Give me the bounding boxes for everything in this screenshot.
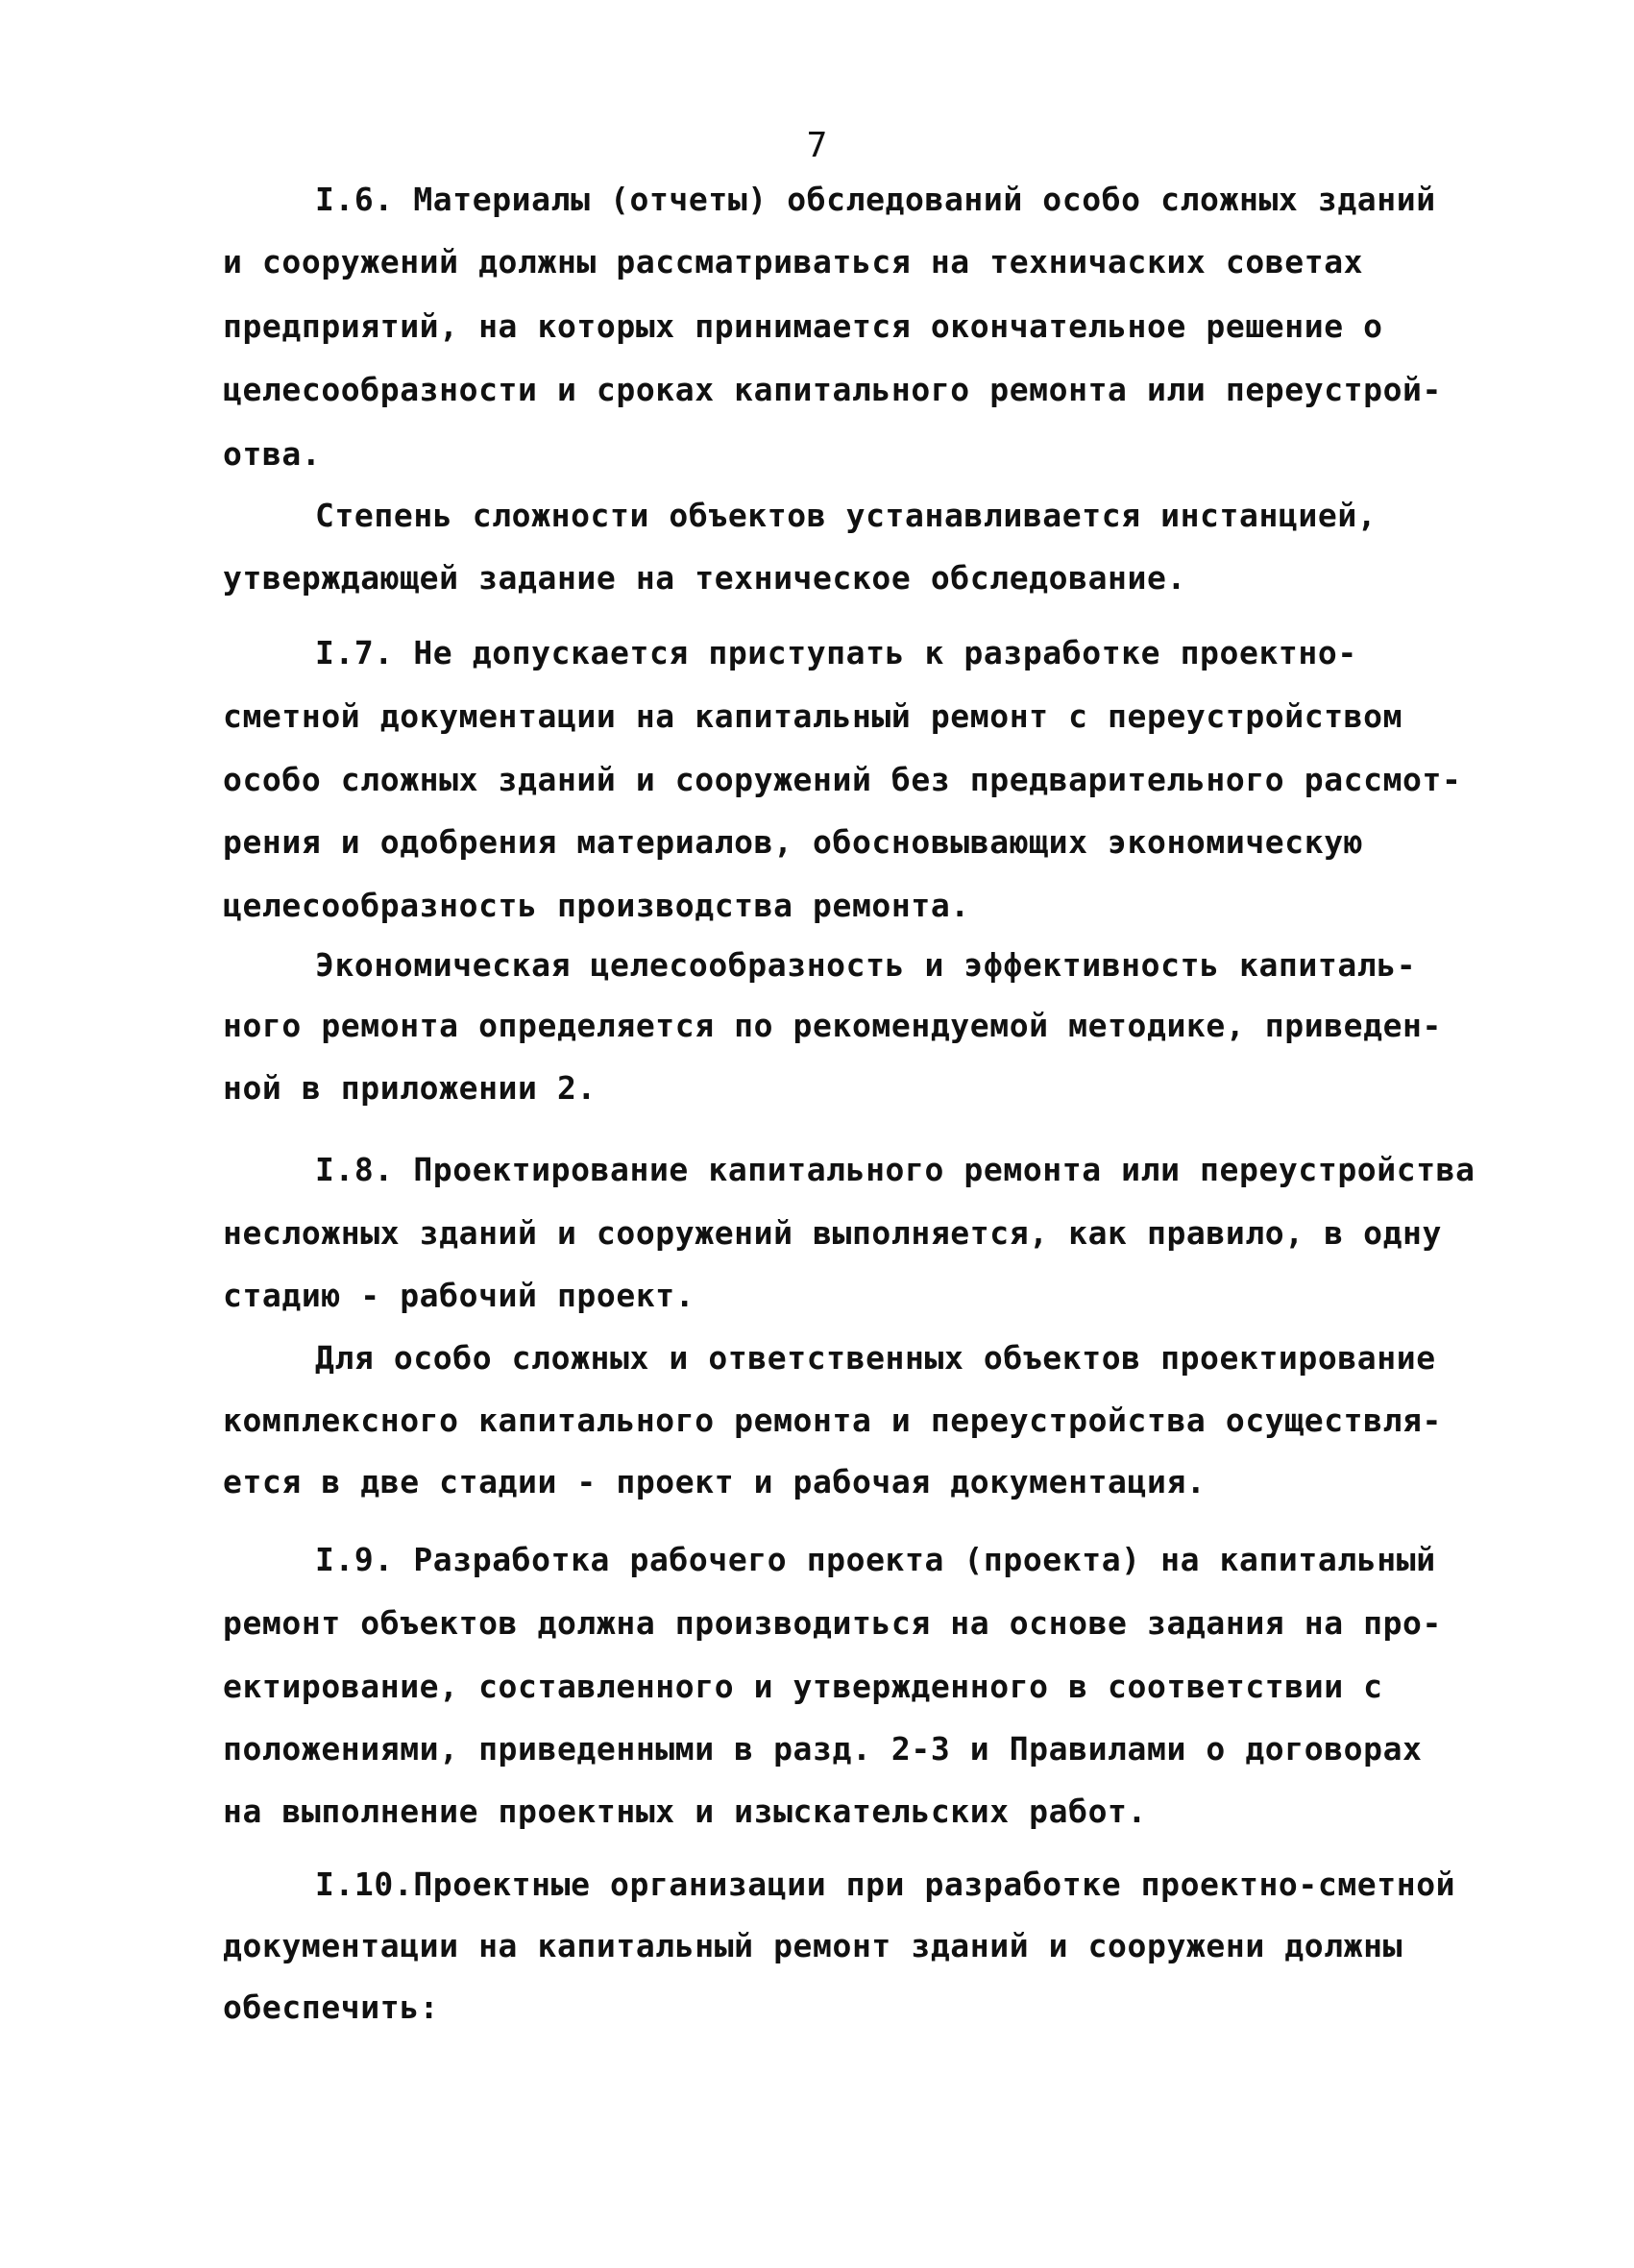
text-line: документации на капитальный ремонт зданий и сооружени должны [223,1927,1403,1964]
text-line: I.8. Проектирование капитального ремонта или переустройства [315,1151,1475,1188]
text-line: I.6. Материалы (отчеты) обследований особо сложных зданий [315,181,1436,218]
text-line: ется в две стадии - проект и рабочая документация. [223,1463,1207,1500]
text-line: комплексного капитального ремонта и переустройства осуществля- [223,1402,1442,1439]
text-line: сметной документации на капитальный ремонт с переустройством [223,697,1403,735]
text-line: несложных зданий и сооружений выполняется, как правило, в одну [223,1214,1442,1252]
text-line: I.7. Не допускается приступать к разработке проектно- [315,634,1357,671]
text-line: I.10.Проектные организации при разработке проектно-сметной [315,1866,1456,1903]
text-line: обеспечить: [223,1988,440,2026]
text-line: ектирование, составленного и утвержденного в соответствии с [223,1668,1383,1705]
text-line: особо сложных зданий и сооружений без предварительного рассмот- [223,761,1462,798]
text-line: целесообразности и сроках капитального ремонта или переустрой- [223,371,1442,408]
text-line: ремонт объектов должна производиться на основе задания на про- [223,1604,1442,1642]
text-line: стадию - рабочий проект. [223,1277,695,1314]
text-line: I.9. Разработка рабочего проекта (проекта) на капитальный [315,1541,1436,1578]
text-line: на выполнение проектных и изыскательских работ. [223,1792,1147,1830]
text-line: ного ремонта определяется по рекомендуемой методике, приведен- [223,1007,1442,1044]
text-line: Степень сложности объектов устанавливается инстанцией, [315,497,1378,534]
text-line: утверждающей задание на техническое обследование. [223,559,1186,597]
text-line: целесообразность производства ремонта. [223,887,970,924]
text-line: Для особо сложных и ответственных объектов проектирование [315,1339,1436,1377]
text-line: Экономическая целесообразность и эффективность капиталь- [315,946,1417,984]
text-line: рения и одобрения материалов, обосновывающих экономическую [223,823,1364,861]
text-line: и сооружений должны рассматриваться на техничаских советах [223,243,1364,280]
text-line: положениями, приведенными в разд. 2-3 и Правилами о договорах [223,1730,1423,1768]
text-line: предприятий, на которых принимается окончательное решение о [223,307,1383,345]
page-number: 7 [806,126,828,165]
text-line: отва. [223,435,322,473]
text-line: ной в приложении 2. [223,1069,597,1107]
